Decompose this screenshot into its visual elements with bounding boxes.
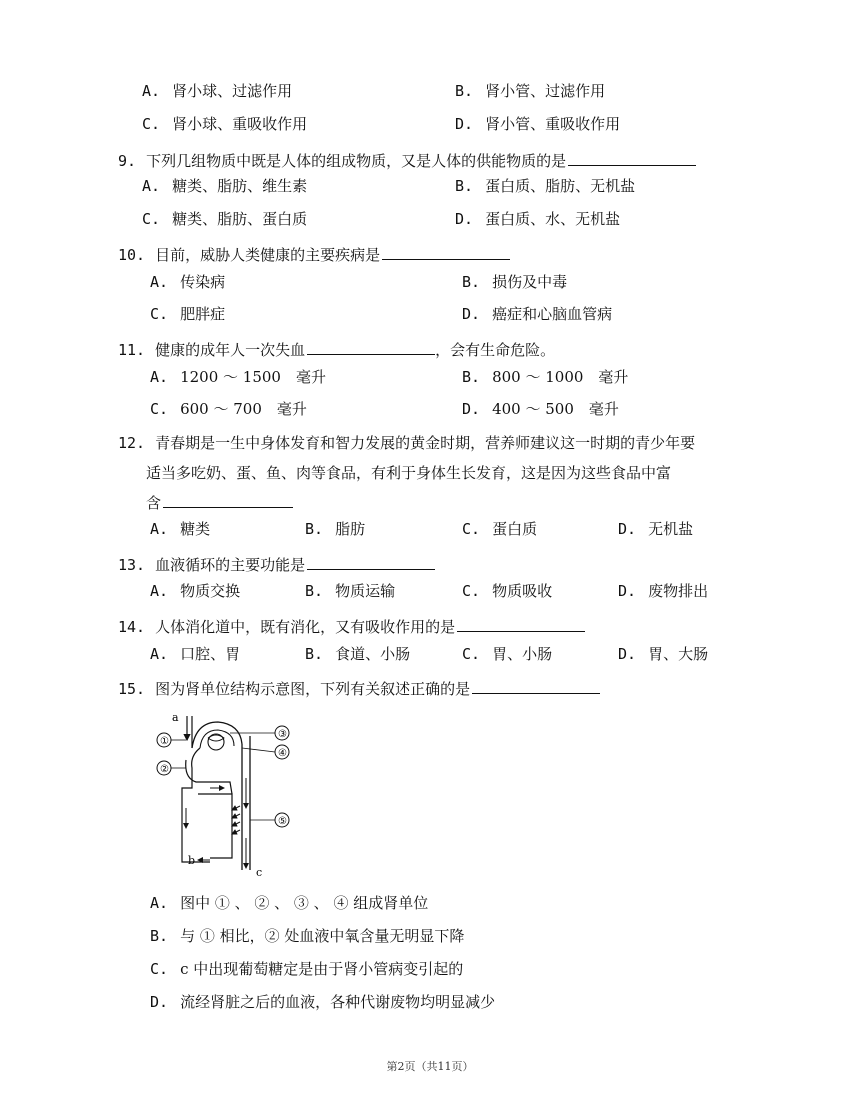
q14-option-b: B. 食道、小肠 xyxy=(305,645,411,663)
q12-option-c: C. 蛋白质 xyxy=(462,520,538,538)
question-12-line-3: 含 xyxy=(146,490,293,514)
q9-option-d: D. 蛋白质、水、无机盐 xyxy=(455,210,621,228)
q9-option-a: A. 糖类、脂肪、维生素 xyxy=(142,177,308,195)
q13-option-b: B. 物质运输 xyxy=(305,582,396,600)
q10-option-d: D. 癌症和心脑血管病 xyxy=(462,305,613,323)
q12-option-a: A. 糖类 xyxy=(150,520,211,538)
q9-option-c: C. 糖类、脂肪、蛋白质 xyxy=(142,210,308,228)
label-b: b xyxy=(188,854,196,867)
q13-option-d: D. 废物排出 xyxy=(618,582,709,600)
answer-blank xyxy=(382,242,510,260)
q8-option-b: B. 肾小管、过滤作用 xyxy=(455,82,606,100)
answer-blank xyxy=(472,676,600,694)
nephron-diagram xyxy=(150,708,300,880)
q9-option-b: B. 蛋白质、脂肪、无机盐 xyxy=(455,177,636,195)
q15-option-a: A. 图中 ① 、 ② 、 ③ 、 ④ 组成肾单位 xyxy=(150,894,429,912)
question-9: 9. 下列几组物质中既是人体的组成物质，又是人体的供能物质的是 xyxy=(118,148,696,172)
q15-option-c: C. c 中出现葡萄糖定是由于肾小管病变引起的 xyxy=(150,960,464,978)
q8-option-a: A. 肾小球、过滤作用 xyxy=(142,82,293,100)
q15-option-b: B. 与 ① 相比，② 处血液中氧含量无明显下降 xyxy=(150,927,465,945)
q8-option-d: D. 肾小管、重吸收作用 xyxy=(455,115,621,133)
q10-option-c: C. 肥胖症 xyxy=(150,305,226,323)
question-14: 14. 人体消化道中，既有消化，又有吸收作用的是 xyxy=(118,614,585,638)
question-12: 12. 青春期是一生中身体发育和智力发展的黄金时期，营养师建议这一时期的青少年要 xyxy=(118,434,696,452)
svg-text:②: ② xyxy=(160,764,169,775)
page-footer: 第2页（共11页） xyxy=(386,1060,474,1073)
q11-option-a: A. 1200 ～ 1500 毫升 xyxy=(150,368,326,386)
svg-text:①: ① xyxy=(160,736,169,747)
q8-option-c: C. 肾小球、重吸收作用 xyxy=(142,115,308,133)
q14-option-c: C. 胃、小肠 xyxy=(462,645,553,663)
q12-option-d: D. 无机盐 xyxy=(618,520,694,538)
q11-option-d: D. 400 ～ 500 毫升 xyxy=(462,400,619,418)
q11-option-c: C. 600 ～ 700 毫升 xyxy=(150,400,307,418)
q14-option-a: A. 口腔、胃 xyxy=(150,645,241,663)
q10-option-a: A. 传染病 xyxy=(150,273,226,291)
question-15: 15. 图为肾单位结构示意图，下列有关叙述正确的是 xyxy=(118,676,600,700)
q15-option-d: D. 流经肾脏之后的血液，各种代谢废物均明显减少 xyxy=(150,993,496,1011)
answer-blank xyxy=(457,614,585,632)
q12-option-b: B. 脂肪 xyxy=(305,520,366,538)
question-13: 13. 血液循环的主要功能是 xyxy=(118,552,435,576)
question-12-line-2: 适当多吃奶、蛋、鱼、肉等食品，有利于身体生长发育，这是因为这些食品中富 xyxy=(146,464,672,482)
q10-option-b: B. 损伤及中毒 xyxy=(462,273,568,291)
question-11: 11. 健康的成年人一次失血 ，会有生命危险。 xyxy=(118,337,555,361)
answer-blank xyxy=(307,552,435,570)
svg-text:③: ③ xyxy=(278,729,287,740)
label-c: c xyxy=(256,866,263,879)
answer-blank xyxy=(568,148,696,166)
q13-option-a: A. 物质交换 xyxy=(150,582,241,600)
label-a: a xyxy=(172,711,179,724)
question-10: 10. 目前，威胁人类健康的主要疾病是 xyxy=(118,242,510,266)
svg-text:④: ④ xyxy=(278,748,287,759)
q14-option-d: D. 胃、大肠 xyxy=(618,645,709,663)
svg-text:⑤: ⑤ xyxy=(278,816,287,827)
answer-blank xyxy=(163,490,293,508)
q11-option-b: B. 800 ～ 1000 毫升 xyxy=(462,368,629,386)
answer-blank xyxy=(307,337,435,355)
q13-option-c: C. 物质吸收 xyxy=(462,582,553,600)
